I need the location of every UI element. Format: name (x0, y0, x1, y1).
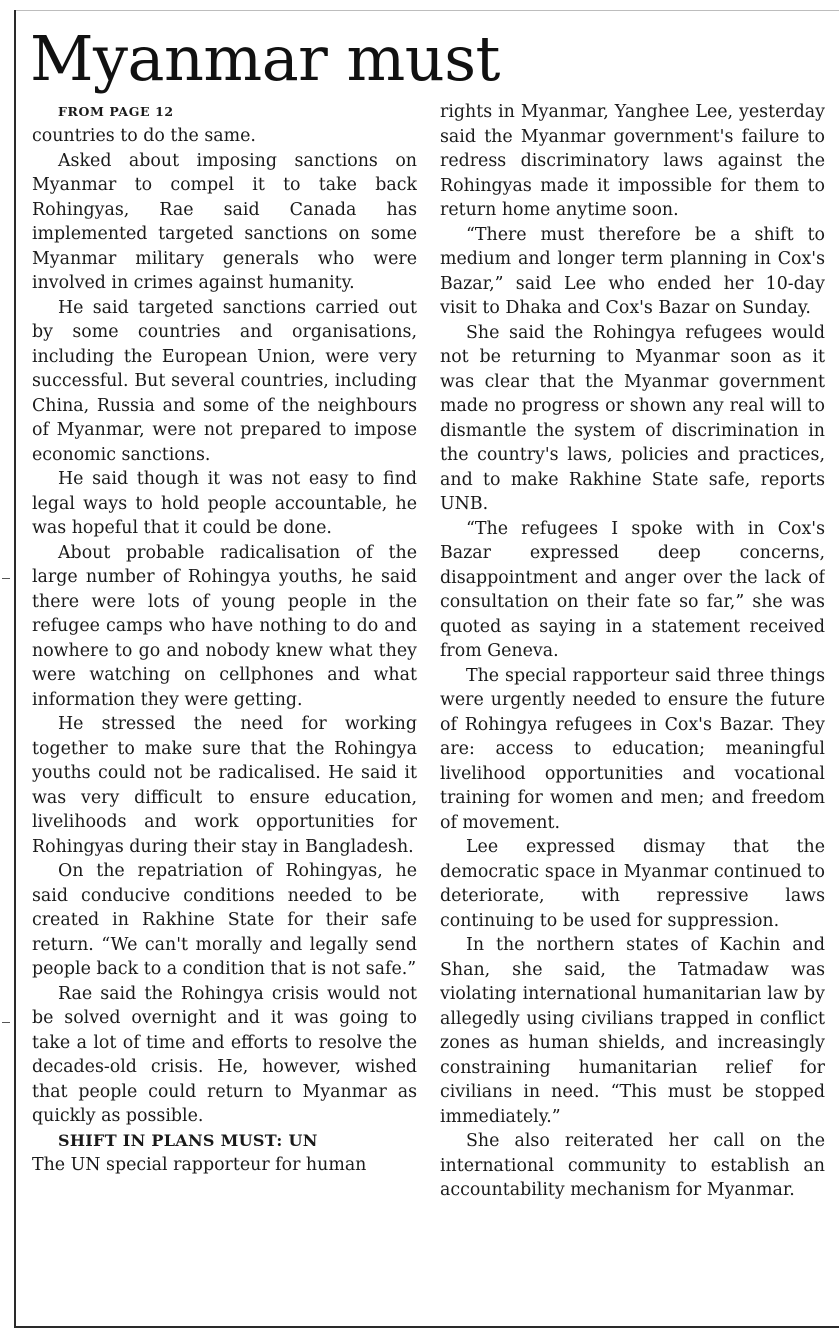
article-column-right (440, 100, 825, 1320)
paragraph: “The refugees I spoke with in Cox's Bazar expressed deep concerns, disappointment and anger over the lack of consultation on their fate so far,” she was quoted as saying in a statement received from Geneva. (440, 518, 825, 661)
article-column-left (32, 100, 417, 1320)
paragraph: He said targeted sanctions carried out by some countries and organisations, including the European Union, were very successful. But several countries, including China, Russia and some of the neighbours of Myanmar, were not prepared to impose economic sanctions. (32, 297, 417, 465)
margin-mark (2, 578, 10, 579)
paragraph: countries to do the same. (32, 126, 256, 146)
paragraph: Asked about imposing sanctions on Myanmar to compel it to take back Rohingyas, Rae said Canada has implemented targeted sanctions on some Myanmar military generals who were involved in crimes against humanity. (32, 150, 417, 293)
paragraph: In the northern states of Kachin and Shan, she said, the Tatmadaw was violating international humanitarian law by allegedly using civilians trapped in conflict zones as human shields, and increasingly constraining humanitarian relief for civilians in need. “This must be stopped immediately.” (440, 935, 825, 1127)
article-headline: Myanmar must (30, 22, 500, 95)
paragraph: About probable radicalisation of the large number of Rohingya youths, he said there were lots of young people in the refugee camps who have nothing to do and nowhere to go and nobody knew what they were watching on cellphones and what information they were getting. (32, 542, 417, 710)
paragraph: He said though it was not easy to find legal ways to hold people accountable, he was hopeful that it could be done. (32, 469, 417, 538)
paragraph: On the repatriation of Rohingyas, he said conducive conditions needed to be created in Rakhine State for their safe return. “We can't morally and legally send people back to a condition that is not safe.” (32, 861, 417, 979)
paragraph: The special rapporteur said three things were urgently needed to ensure the future of Rohingya refugees in Cox's Bazar. They are: access to education; meaningful livelihood opportunities and vocational training for women and men; and freedom of movement. (440, 665, 825, 833)
margin-mark (2, 1022, 10, 1023)
paragraph: He stressed the need for working together to make sure that the Rohingya youths could not be radicalised. He said it was very difficult to ensure education, livelihoods and work opportunities for Rohingyas during their stay in Bangladesh. (32, 714, 417, 857)
page-top-rule (14, 10, 839, 11)
page-bottom-rule (14, 1326, 839, 1328)
paragraph: rights in Myanmar, Yanghee Lee, yesterday said the Myanmar government's failure to redress discriminatory laws against the Rohingyas made it impossible for them to return home anytime soon. (440, 102, 825, 220)
paragraph: Lee expressed dismay that the democratic space in Myanmar continued to deteriorate, with repressive laws continuing to be used for suppression. (440, 837, 825, 931)
paragraph: “There must therefore be a shift to medium and longer term planning in Cox's Bazar,” said Lee who ended her 10-day visit to Dhaka and Cox's Bazar on Sunday. (440, 224, 825, 318)
column-left-rule (14, 10, 16, 1328)
continued-from-label: FROM PAGE 12 (58, 104, 174, 119)
paragraph: She also reiterated her call on the international community to establish an accountability mechanism for Myanmar. (440, 1131, 825, 1200)
section-subhead: SHIFT IN PLANS MUST: UN (58, 1130, 318, 1150)
paragraph: Rae said the Rohingya crisis would not be solved overnight and it was going to take a lot of time and efforts to resolve the decades-old crisis. He, however, wished that people could return to Myanmar as quickly as possible. (32, 983, 417, 1126)
paragraph: The UN special rapporteur for human (32, 1154, 367, 1175)
paragraph: She said the Rohingya refugees would not be returning to Myanmar soon as it was clear that the Myanmar government made no progress or shown any real will to dismantle the system of discrimination in the country's laws, policies and practices, and to make Rakhine State safe, reports UNB. (440, 322, 825, 514)
